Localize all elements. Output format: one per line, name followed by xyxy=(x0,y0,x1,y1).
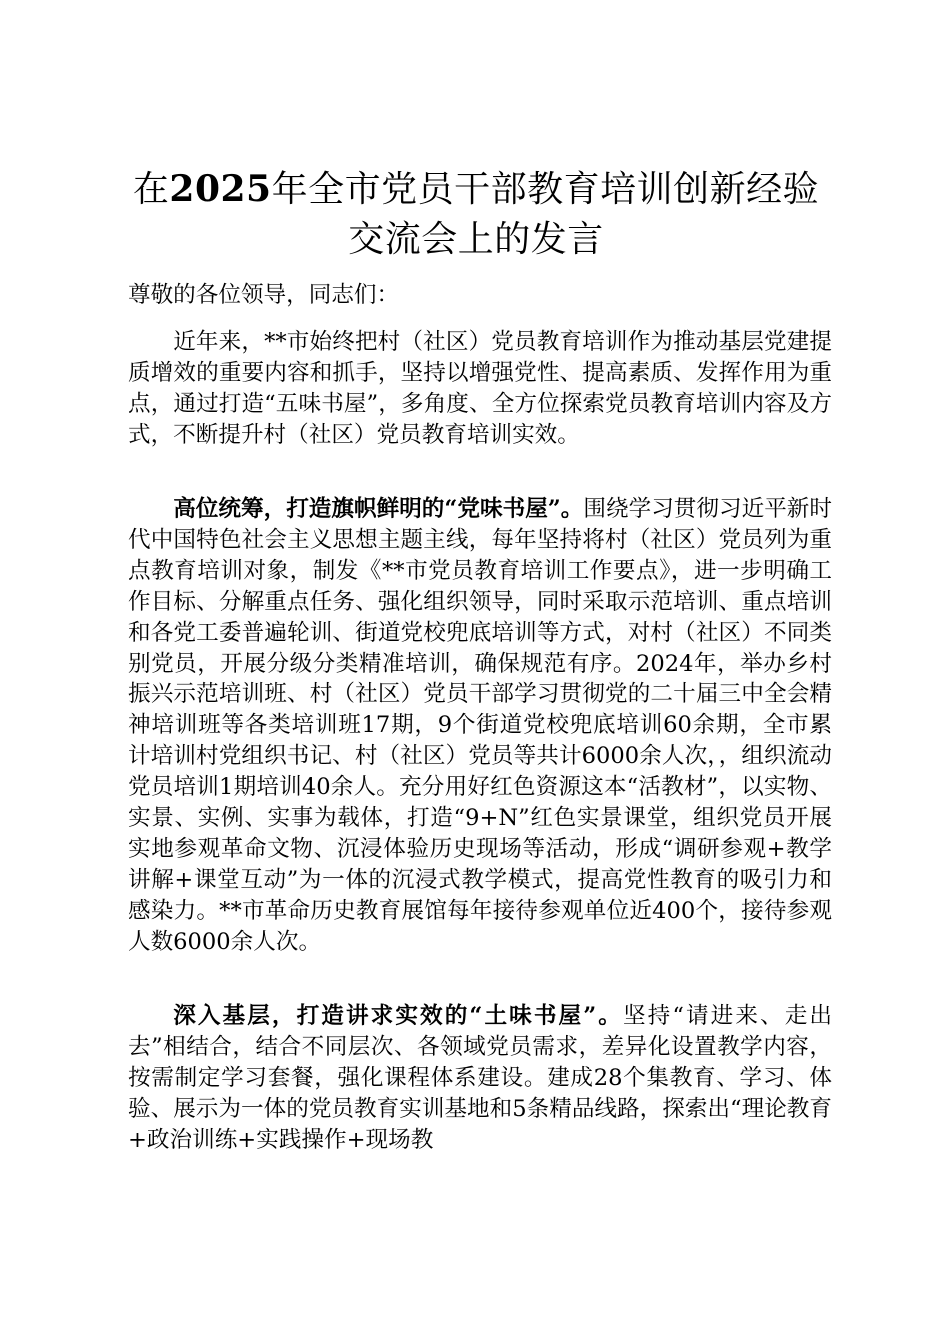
paragraph-text: 坚持“请进来、走出去”相结合，结合不同层次、各领域党员需求，差异化设置教学内容，按需制定学习套餐，强化课程体系建设。建成28个集教育、学习、体验、展示为一体的党员教育实训基地和5条精品线路，探索出“理论教育+政治训练+实践操作+现场教 xyxy=(128,1003,832,1153)
paragraph-party-flavor xyxy=(128,494,832,958)
paragraph-text: 围绕学习贯彻习近平新时代中国特色社会主义思想主题主线，每年坚持将村（社区）党员列为重点教育培训对象，制发《**市党员教育培训工作要点》，进一步明确工作目标、分解重点任务、强化组织领导，同时采取示范培训、重点培训和各党工委普遍轮训、街道党校兜底培训等方式，对村（社区）不同类别党员，开展分级分类精准培训，确保规范有序。2024年，举办乡村振兴示范培训班、村（社区）党员干部学习贯彻党的二十届三中全会精神培训班等各类培训班17期，9个街道党校兜底培训60余期，全市累计培训村党组织书记、村（社区）党员等共计6000余人次，，组织流动党员培训1期培训40余人。充分用好红色资源这本“活教材”，以实物、实景、实例、实事为载体，打造“9+N”红色实景课堂，组织党员开展实地参观革命文物、沉浸体验历史现场等活动，形成“调研参观+教学讲解+课堂互动”为一体的沉浸式教学模式，提高党性教育的吸引力和感染力。**市革命历史教育展馆每年接待参观单位近400个，接待参观人数6000余人次。 xyxy=(128,496,833,955)
paragraph-text: 近年来，**市始终把村（社区）党员教育培训作为推动基层党建提质增效的重要内容和抓手，坚持以增强党性、提高素质、发挥作用为重点，通过打造“五味书屋”，多角度、全方位探索党员教育培训内容及方式，不断提升村（社区）党员教育培训实效。 xyxy=(128,329,832,448)
paragraph-heading: 高位统筹，打造旗帜鲜明的“党味书屋”。 xyxy=(173,496,584,522)
title-year: 2025 xyxy=(169,168,272,210)
paragraph-intro xyxy=(128,327,832,451)
document-title xyxy=(120,164,832,265)
title-rest: 年全市党员干部教育培训创新经验交流会上的发言 xyxy=(271,169,820,260)
salutation: 尊敬的各位领导，同志们： xyxy=(128,282,400,308)
paragraph-local-flavor xyxy=(128,1001,832,1156)
title-prefix: 在 xyxy=(132,169,170,210)
paragraph-heading: 深入基层，打造讲求实效的“土味书屋”。 xyxy=(173,1003,623,1029)
